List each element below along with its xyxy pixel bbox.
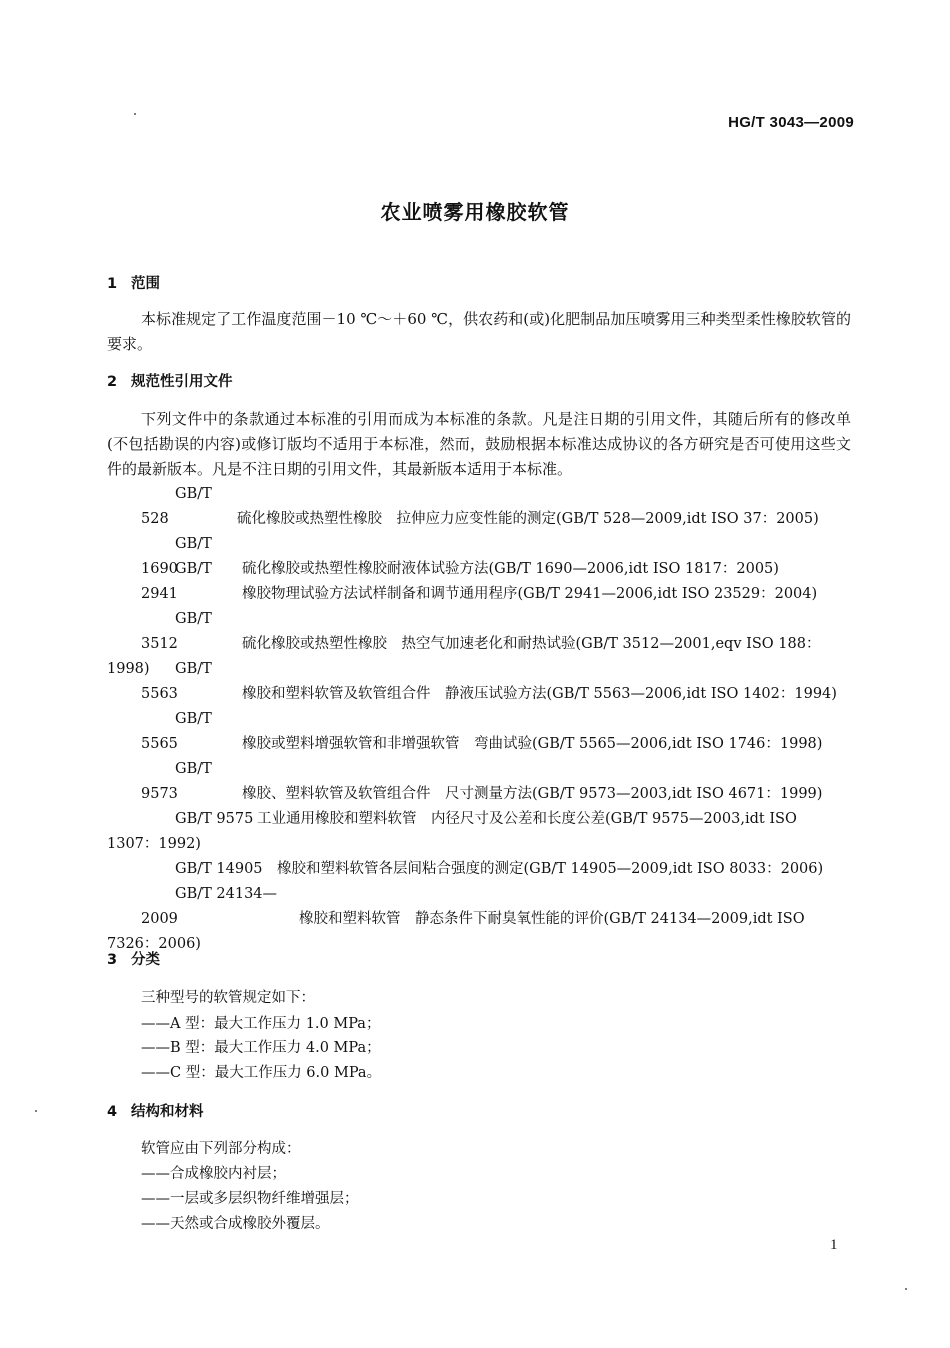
structure-intro: 软管应由下列部分构成： bbox=[141, 1141, 301, 1157]
section-3-heading bbox=[107, 948, 160, 969]
reference-text: 橡胶物理试验方法试样制备和调节通用程序(GB/T 2941—2006,idt ISO 23529：2004) bbox=[242, 586, 818, 602]
section-number: 1 bbox=[107, 276, 118, 292]
section-4-heading bbox=[107, 1100, 204, 1121]
classification-intro: 三种型号的软管规定如下： bbox=[141, 990, 315, 1006]
scan-speck bbox=[35, 1110, 37, 1112]
reference-text: 工业通用橡胶和塑料软管 内径尺寸及公差和长度公差(GB/T 9575—2003,idt ISO 1307：1992) bbox=[107, 811, 797, 852]
section-1-text: 本标准规定了工作温度范围－10 ℃～＋60 ℃，供农药和(或)化肥制品加压喷雾用三种类型柔性橡胶软管的要求。 bbox=[107, 310, 851, 353]
reference-item bbox=[107, 857, 851, 882]
reference-item bbox=[107, 707, 851, 757]
section-number: 2 bbox=[107, 374, 118, 390]
section-title: 分类 bbox=[131, 952, 160, 968]
reference-code: GB/T 9575 bbox=[175, 811, 254, 827]
reference-item bbox=[107, 557, 851, 607]
list-item: ——一层或多层织物纤维增强层； bbox=[141, 1191, 359, 1207]
list-item: ——合成橡胶内衬层； bbox=[141, 1166, 286, 1182]
section-number: 4 bbox=[107, 1104, 118, 1120]
list-item: ——天然或合成橡胶外覆层。 bbox=[141, 1216, 330, 1232]
reference-item bbox=[107, 657, 851, 707]
reference-text: 橡胶、塑料软管及软管组合件 尺寸测量方法(GB/T 9573—2003,idt ISO 4671：1999) bbox=[242, 786, 823, 802]
reference-text: 橡胶和塑料软管及软管组合件 静液压试验方法(GB/T 5563—2006,idt ISO 1402：1994) bbox=[242, 686, 837, 702]
reference-code: GB/T 1690 bbox=[141, 536, 212, 577]
reference-text: 硫化橡胶或热塑性橡胶 热空气加速老化和耐热试验(GB/T 3512—2001,eqv ISO 188：1998) bbox=[107, 636, 821, 677]
reference-code: GB/T 5563 bbox=[141, 661, 212, 702]
page-number: 1 bbox=[830, 1237, 838, 1253]
section-number: 3 bbox=[107, 952, 118, 968]
reference-item bbox=[107, 757, 851, 807]
section-title: 结构和材料 bbox=[131, 1104, 204, 1120]
reference-text: 橡胶和塑料软管 静态条件下耐臭氧性能的评价(GB/T 24134—2009,idt ISO 7326：2006) bbox=[107, 911, 805, 952]
scan-speck bbox=[905, 1288, 907, 1290]
reference-code: GB/T 3512 bbox=[141, 611, 212, 652]
reference-code: GB/T 24134—2009 bbox=[141, 886, 278, 927]
section-2-intro: 下列文件中的条款通过本标准的引用而成为本标准的条款。凡是注日期的引用文件，其随后所有的修改单(不包括勘误的内容)或修订版均不适用于本标准，然而，鼓励根据本标准达成协议的各方研究是否可使用这些文件的最新版本。凡是不注日期的引用文件，其最新版本适用于本标准。 bbox=[107, 410, 851, 478]
standard-code: HG/T 3043—2009 bbox=[728, 114, 854, 131]
list-item: ——A 型：最大工作压力 1.0 MPa； bbox=[141, 1016, 381, 1032]
reference-item bbox=[107, 807, 851, 857]
reference-text: 硫化橡胶或热塑性橡胶 拉伸应力应变性能的测定(GB/T 528—2009,idt ISO 37：2005) bbox=[237, 511, 819, 527]
list-item: ——B 型：最大工作压力 4.0 MPa； bbox=[141, 1040, 381, 1056]
section-title: 规范性引用文件 bbox=[131, 374, 233, 390]
reference-item bbox=[107, 482, 851, 532]
reference-text: 橡胶和塑料软管各层间粘合强度的测定(GB/T 14905—2009,idt ISO 8033：2006) bbox=[277, 861, 824, 877]
reference-code: GB/T 5565 bbox=[141, 711, 212, 752]
reference-code: GB/T 14905 bbox=[175, 861, 263, 877]
reference-code: GB/T 2941 bbox=[141, 561, 212, 602]
scan-speck bbox=[134, 113, 136, 115]
reference-code: GB/T 528 bbox=[141, 486, 212, 527]
section-title: 范围 bbox=[131, 276, 160, 292]
list-item: ——C 型：最大工作压力 6.0 MPa。 bbox=[141, 1065, 382, 1081]
section-2-heading bbox=[107, 370, 233, 391]
document-title: 农业喷雾用橡胶软管 bbox=[380, 200, 570, 224]
reference-text: 橡胶或塑料增强软管和非增强软管 弯曲试验(GB/T 5565—2006,idt ISO 1746：1998) bbox=[242, 736, 823, 752]
reference-code: GB/T 9573 bbox=[141, 761, 212, 802]
reference-text: 硫化橡胶或热塑性橡胶耐液体试验方法(GB/T 1690—2006,idt ISO 1817：2005) bbox=[242, 561, 779, 577]
reference-item bbox=[107, 882, 851, 957]
section-1-heading bbox=[107, 272, 160, 293]
